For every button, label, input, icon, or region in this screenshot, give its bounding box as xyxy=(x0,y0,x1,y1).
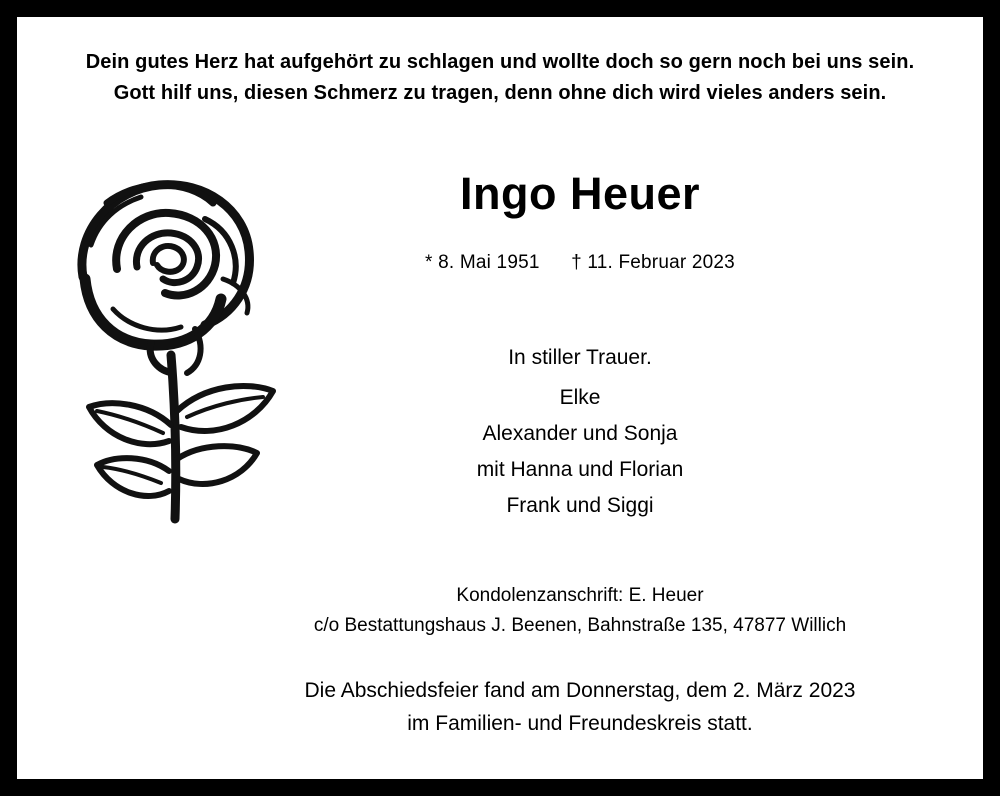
condolence-recipient: Kondolenzanschrift: E. Heuer xyxy=(456,584,704,606)
death-date: 11. Februar 2023 xyxy=(587,252,735,273)
birth-date-group xyxy=(425,252,545,273)
mourner-name: Elke xyxy=(559,386,601,410)
ceremony-line-2: im Familien- und Freundeskreis statt. xyxy=(407,712,753,736)
deceased-name: Ingo Heuer xyxy=(459,168,701,219)
condolence-address: c/o Bestattungshaus J. Beenen, Bahnstraße 135, 47877 Willich xyxy=(313,615,847,637)
verse-line-1: Dein gutes Herz hat aufgehört zu schlagen und wollte doch so gern noch bei uns sein. xyxy=(85,51,915,73)
verse-block xyxy=(17,17,983,109)
main-content xyxy=(17,149,983,740)
life-dates xyxy=(177,252,983,274)
mourner-name: mit Hanna und Florian xyxy=(476,458,684,482)
mourner-name: Frank und Siggi xyxy=(506,494,654,518)
obituary-inner-frame xyxy=(14,14,986,782)
death-symbol: † xyxy=(571,252,582,273)
verse-line-2: Gott hilf uns, diesen Schmerz zu tragen, denn ohne dich wird vieles anders sein. xyxy=(113,82,887,104)
rose-icon xyxy=(55,159,285,539)
mourning-lead: In stiller Trauer. xyxy=(508,346,652,369)
birth-symbol: * xyxy=(425,252,433,273)
condolence-address-block xyxy=(17,581,983,643)
ceremony-line-1: Die Abschiedsfeier fand am Donnerstag, dem 2. März 2023 xyxy=(304,679,856,703)
ceremony-block xyxy=(17,674,983,740)
birth-date: 8. Mai 1951 xyxy=(438,252,540,273)
death-date-group xyxy=(571,252,735,273)
mourner-name: Alexander und Sonja xyxy=(482,422,678,446)
